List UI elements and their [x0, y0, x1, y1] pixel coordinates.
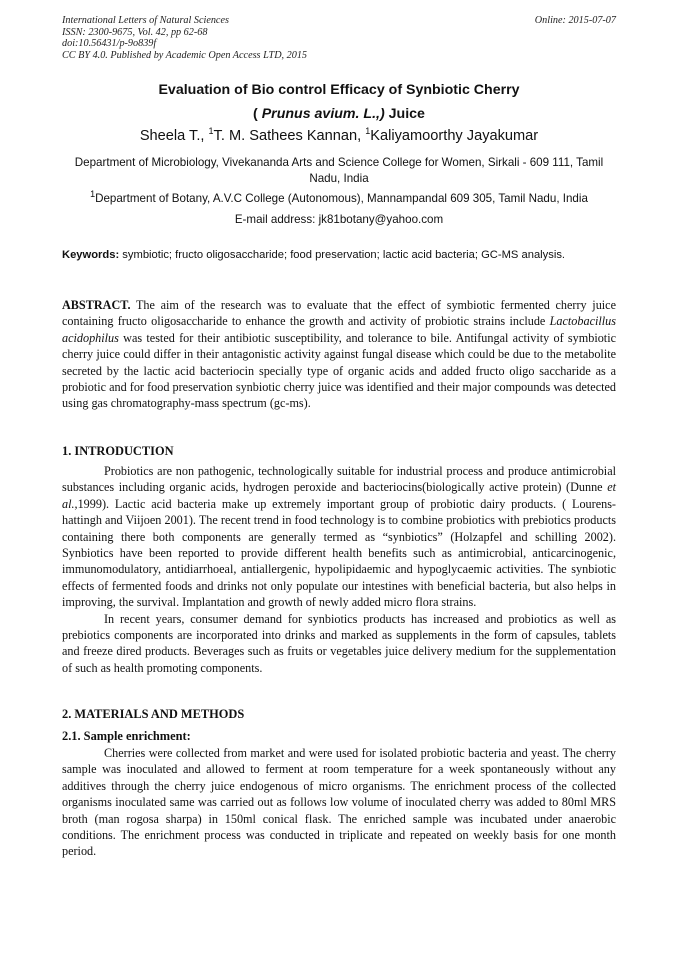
- keywords-label: Keywords:: [62, 249, 120, 261]
- abstract-paragraph: [62, 297, 616, 412]
- affiliation-1: Department of Microbiology, Vivekananda Arts and Science College for Women, Sirkali - 609 111, Tamil Nadu, India: [74, 156, 604, 185]
- materials-heading: 2. MATERIALS AND METHODS: [62, 707, 245, 721]
- keywords: [62, 248, 616, 262]
- author-2-affiliation-mark: 1: [208, 126, 214, 137]
- introduction-paragraph-1: [62, 463, 616, 611]
- introduction-paragraph-2: In recent years, consumer demand for synbiotics products has increased and probiotics as well as prebiotics components are incorporated into drinks and marked as supplements in the form of capsules, tablets and freeze dired products. Beverages such as fruits or vegetables juice delivery medium for the supplementation of such as health promoting components.: [62, 611, 616, 675]
- abstract-label: ABSTRACT.: [62, 298, 131, 312]
- author-list: [62, 128, 616, 144]
- intro-text-1b: 1999). Lactic acid bacteria make up extremely important group of probiotic dairy products. ( Lourens-hattingh and Viijoen 2001). The recent trend in food technology is to combine probiotics with prebiotics products containing there both components are generally termed as “synbiotics” (Holzapfel and schilling 2002). Synbiotics have been reported to provide different health benefits such as antimicrobial, anticarcinogenic, immunomodulatory, antidiarrhoeal, antiallergenic, hypolipidaemic and hypoglycaemic activities. The synbiotic effects of fermented foods and drinks not only populate our intestines with beneficial bacteria, but also helps in improving, the survival. Implantation and growth of newly added micro flora strains.: [62, 496, 616, 610]
- title-suffix: Juice: [384, 106, 425, 122]
- author-3-affiliation-mark: 1: [365, 126, 371, 137]
- author-3: Kaliyamoorthy Jayakumar: [370, 128, 539, 144]
- paper-title-line1: Evaluation of Bio control Efficacy of Synbiotic Cherry: [158, 82, 520, 98]
- abstract-text-1: The aim of the research was to evaluate that the effect of symbiotic fermented cherry juice containing fructo oligosaccharide to enhance the growth and activity of probiotic strains include: [62, 298, 616, 329]
- journal-header: [62, 15, 307, 61]
- introduction-heading: 1. INTRODUCTION: [62, 444, 174, 458]
- title-species: Prunus avium. L.,): [261, 106, 385, 122]
- license-line: CC BY 4.0. Published by Academic Open Access LTD, 2015: [62, 49, 308, 61]
- materials-paragraph-1: Cherries were collected from market and were used for isolated probiotic bacteria and yeast. The cherry sample was inoculated and allowed to ferment at room temperature for a week spontaneously without any additives through the cherry juice endogenous of micro organisms. The enrichment process of the collected organisms inoculated same was carried out as follows low volume of inoculated cherry was added to 80ml MRS broth (man rogosa sharpa) in 150ml conical flask. The enriched sample was incubated under anaerobic conditions. The enrichment process was conducted in triplicate and repeated on weekly basis for one month period.: [62, 746, 616, 859]
- email-line: E-mail address: jk81botany@yahoo.com: [234, 213, 444, 226]
- introduction-section: [62, 463, 616, 676]
- intro-etal: et al.,: [62, 480, 616, 511]
- keywords-text: symbiotic; fructo oligosaccharide; food preservation; lactic acid bacteria; GC-MS analysis.: [119, 249, 566, 261]
- affiliation-2-text: Department of Botany, A.V.C College (Autonomous), Mannampandal 609 305, Tamil Nadu, India: [95, 192, 588, 205]
- paper-title-line2: [62, 106, 616, 122]
- doi-line: doi:10.56431/p-9o839f: [62, 38, 157, 50]
- materials-section: [62, 745, 616, 860]
- affiliation-2: [62, 191, 616, 207]
- intro-text-1a: Probiotics are non pathogenic, technologically suitable for industrial process and produce antimicrobial substances including organic acids, hydrogen peroxide and bacteriocins(biologically active protein) (Dunne: [62, 464, 616, 495]
- title-paren-open: (: [253, 106, 262, 122]
- author-1: Sheela T.,: [139, 128, 209, 144]
- abstract-section: [62, 297, 616, 412]
- author-2: T. M. Sathees Kannan,: [213, 128, 366, 144]
- sample-enrichment-heading: 2.1. Sample enrichment:: [62, 729, 191, 743]
- abstract-species: Lactobacillus acidophilus: [62, 314, 616, 345]
- affiliation-2-mark: 1: [90, 189, 96, 200]
- online-date: Online: 2015-07-07: [534, 15, 616, 26]
- journal-name: International Letters of Natural Sciences: [62, 15, 229, 26]
- abstract-text-2: was tested for their antibiotic susceptibility, and tolerance to bile. Antifungal activity of symbiotic cherry juice could differ in their antagonistic activity against fungal disease which could be due to the metabolite secreted by the lactic acid bacteriocin specially type of organic acids and added fructo oligo saccharide as a probiotic and for food preservation synbiotic cherry juice was identified and their major compounds was detected using gas chromatography-mass spectrum (gc-ms).: [62, 330, 616, 411]
- issn-line: ISSN: 2300-9675, Vol. 42, pp 62-68: [62, 26, 208, 38]
